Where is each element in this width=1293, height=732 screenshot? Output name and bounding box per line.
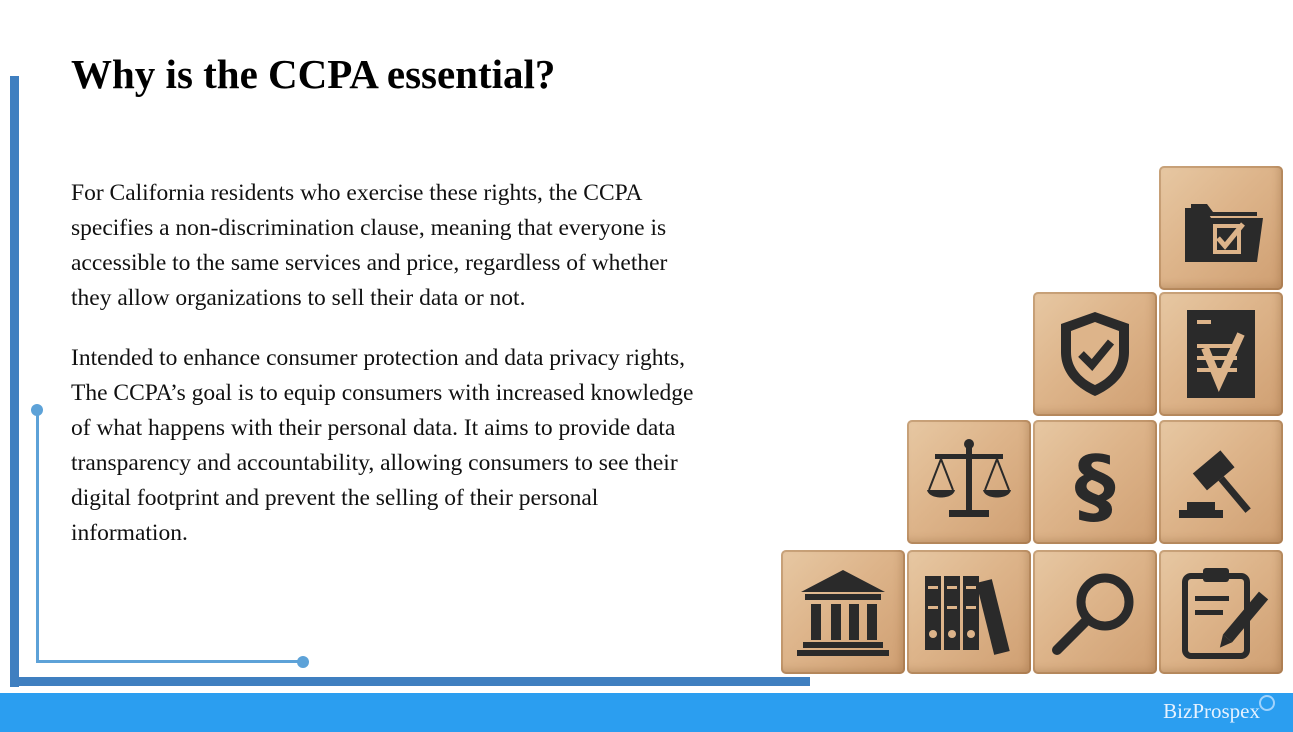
block-checklist <box>1159 292 1283 416</box>
footer-bar <box>0 693 1293 732</box>
section-sign-icon <box>1045 432 1145 532</box>
block-gavel <box>1159 420 1283 544</box>
block-folder-check <box>1159 166 1283 290</box>
legal-blocks-image <box>778 160 1293 682</box>
scales-icon <box>919 432 1019 532</box>
shield-check-icon <box>1045 304 1145 404</box>
block-scales <box>907 420 1031 544</box>
block-shield <box>1033 292 1157 416</box>
block-section <box>1033 420 1157 544</box>
clipboard-pencil-icon <box>1171 562 1271 662</box>
brand-logo-text: BizProspex <box>1163 699 1260 723</box>
accent-dot-top <box>31 404 43 416</box>
block-clipboard <box>1159 550 1283 674</box>
paragraph-ccpa-goal: Intended to enhance consumer protection and data privacy rights, The CCPA’s goal is to equip consumers with increased knowledge of what happens with their personal data. It aims to provide data transparency and accountability, allowing consumers to see their digital footprint and prevent the selling of their personal information. <box>71 345 694 546</box>
block-binders <box>907 550 1031 674</box>
bank-icon <box>793 562 893 662</box>
frame-left-line <box>10 76 19 687</box>
binders-icon <box>919 562 1019 662</box>
magnifier-icon <box>1045 562 1145 662</box>
frame-bottom-line <box>10 677 810 686</box>
block-bank <box>781 550 905 674</box>
folder-check-icon <box>1171 178 1271 278</box>
slide-body <box>71 176 701 576</box>
gavel-icon <box>1171 432 1271 532</box>
svg-text:§: § <box>1074 439 1116 532</box>
accent-dot-right <box>297 656 309 668</box>
accent-horizontal-line <box>36 660 304 663</box>
paragraph-non-discrimination: For California residents who exercise these rights, the CCPA specifies a non-discrimination clause, meaning that everyone is accessible to the same services and price, regardless of whether they allow organizations to sell their data or not. <box>71 180 668 311</box>
block-magnifier <box>1033 550 1157 674</box>
accent-vertical-line <box>36 410 39 663</box>
checklist-document-icon <box>1171 304 1271 404</box>
brand-logo-icon <box>1259 695 1275 711</box>
slide-title: Why is the CCPA essential? <box>71 51 556 97</box>
